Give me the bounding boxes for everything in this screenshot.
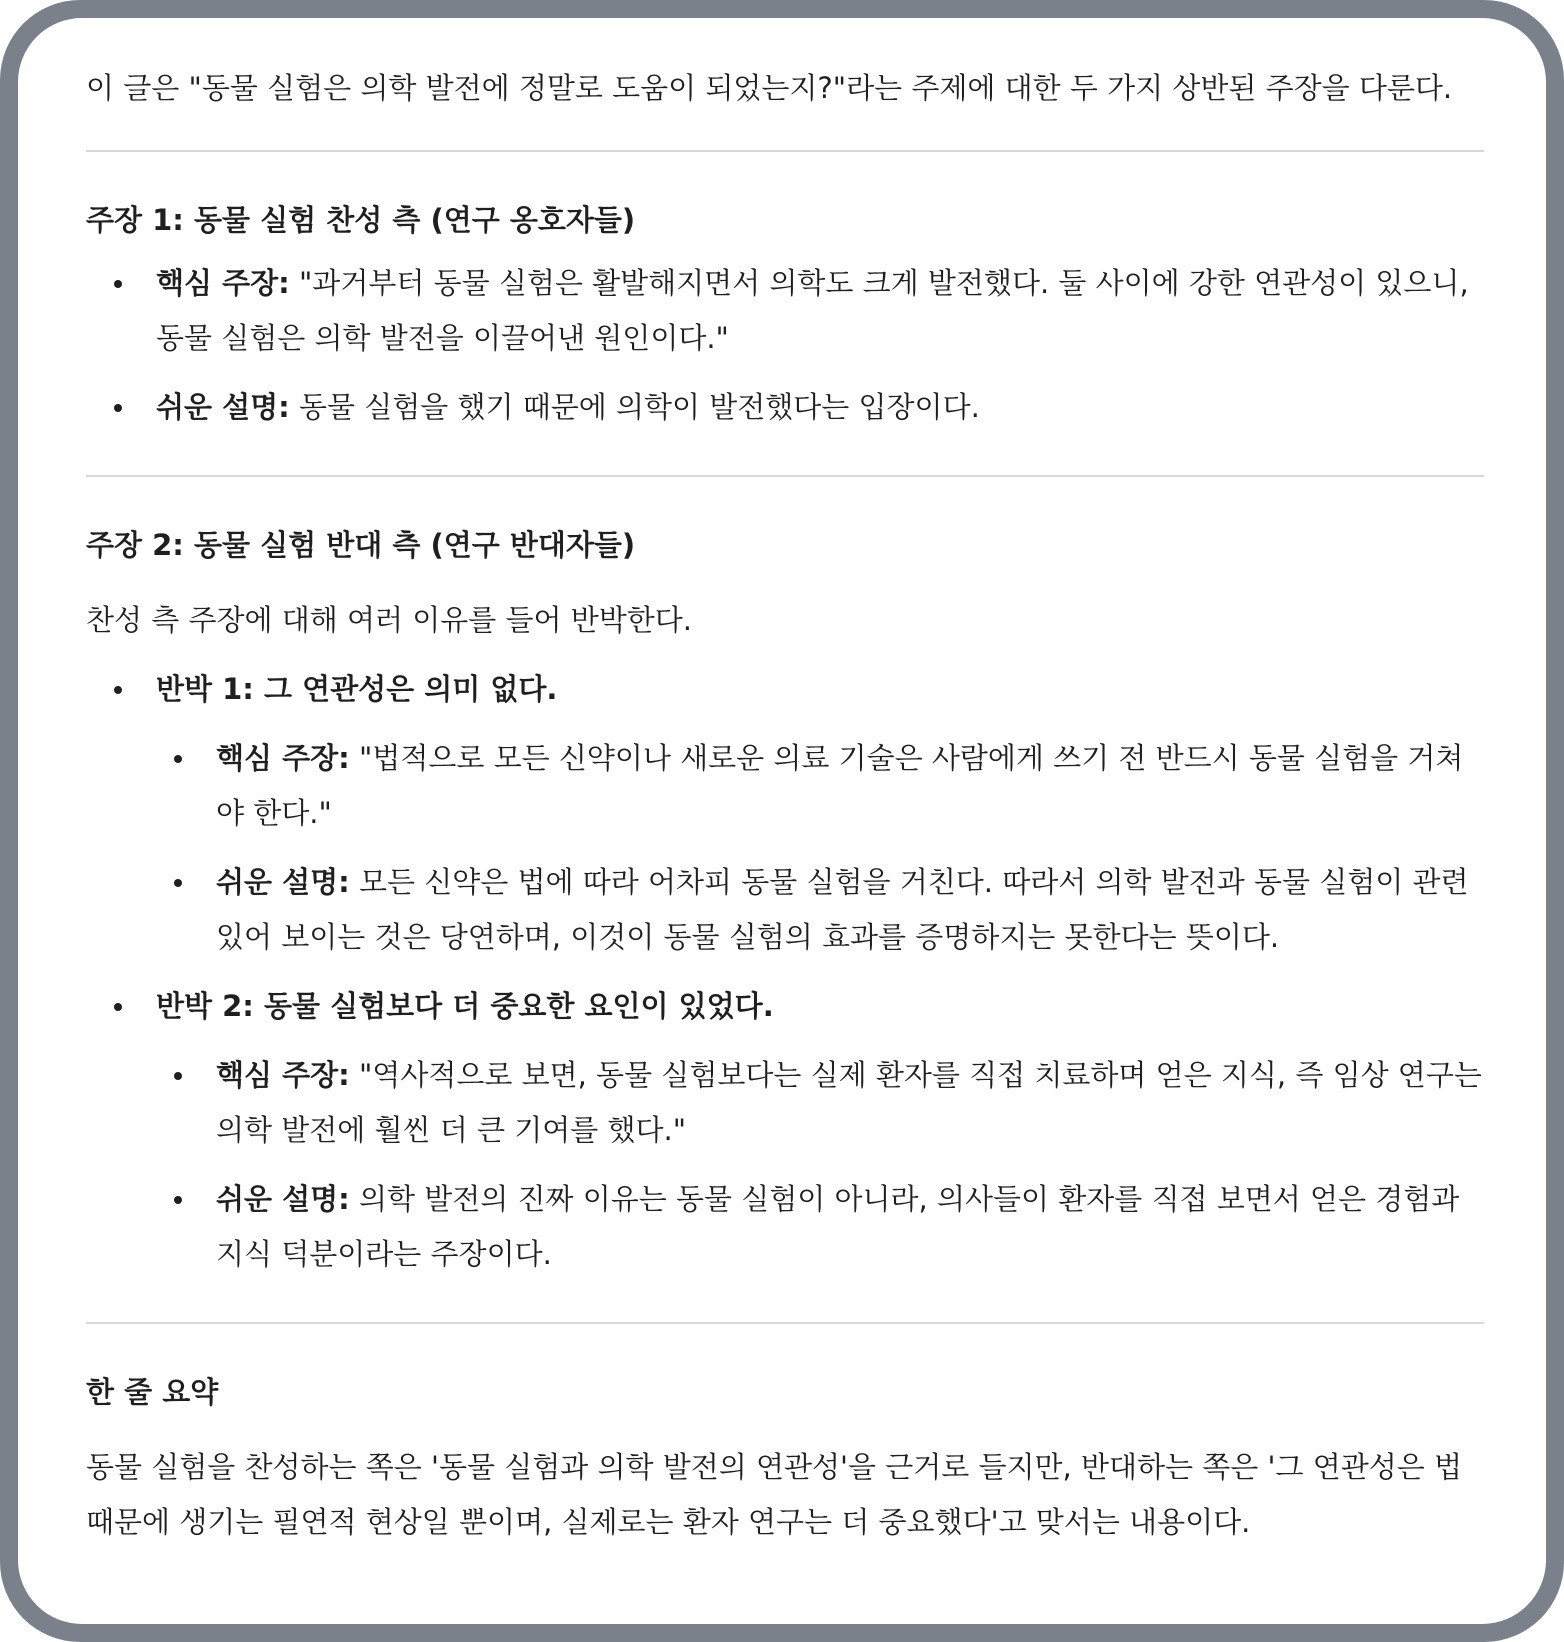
- divider: [86, 150, 1484, 152]
- item-text: 의학 발전의 진짜 이유는 동물 실험이 아니라, 의사들이 환자를 직접 보면서 얻은 경험과 지식 덕분이라는 주장이다.: [216, 1182, 1460, 1271]
- list-item: [86, 1048, 1484, 1158]
- section2-list: [86, 662, 1484, 1282]
- list-item: [86, 731, 1484, 841]
- item-text: 모든 신약은 법에 따라 어차피 동물 실험을 거친다. 따라서 의학 발전과 동물 실험이 관련 있어 보이는 것은 당연하며, 이것이 동물 실험의 효과를 증명하지는 못한다는 뜻이다.: [216, 865, 1469, 954]
- item-label: 핵심 주장:: [216, 1058, 350, 1092]
- section2-title: 주장 2: 동물 실험 반대 측 (연구 반대자들): [86, 528, 636, 562]
- summary-text: 동물 실험을 찬성하는 쪽은 '동물 실험과 의학 발전의 연관성'을 근거로 들지만, 반대하는 쪽은 '그 연관성은 법 때문에 생기는 필연적 현상일 뿐이며, 실제로는 환자 연구는 더 중요했다'고 맞서는 내용이다.: [86, 1450, 1463, 1539]
- summary-title: 한 줄 요약: [86, 1375, 219, 1409]
- rebuttal-title: 반박 2: 동물 실험보다 더 중요한 요인이 있었다.: [86, 979, 1484, 1034]
- item-text: "법적으로 모든 신약이나 새로운 의료 기술은 사람에게 쓰기 전 반드시 동물 실험을 거쳐야 한다.": [216, 741, 1464, 830]
- section1-title: 주장 1: 동물 실험 찬성 측 (연구 옹호자들): [86, 203, 636, 237]
- intro-text: 이 글은 "동물 실험은 의학 발전에 정말로 도움이 되었는지?"라는 주제에 대한 두 가지 상반된 주장을 다룬다.: [86, 71, 1453, 105]
- rebuttal-title: 반박 1: 그 연관성은 의미 없다.: [86, 662, 1484, 717]
- divider: [86, 475, 1484, 477]
- item-label: 핵심 주장:: [216, 741, 350, 775]
- section2-intro: 찬성 측 주장에 대해 여러 이유를 들어 반박한다.: [86, 603, 693, 637]
- list-item: [86, 256, 1484, 366]
- document-card: [18, 18, 1546, 1624]
- item-text: "과거부터 동물 실험은 활발해지면서 의학도 크게 발전했다. 둘 사이에 강한 연관성이 있으니, 동물 실험은 의학 발전을 이끌어낸 원인이다.": [156, 266, 1469, 355]
- section1-list: [86, 256, 1484, 435]
- item-label: 쉬운 설명:: [156, 390, 290, 424]
- list-item: [86, 380, 1484, 435]
- list-item: [86, 855, 1484, 965]
- list-item: [86, 1172, 1484, 1282]
- item-label: 핵심 주장:: [156, 266, 290, 300]
- divider: [86, 1322, 1484, 1324]
- item-text: 동물 실험을 했기 때문에 의학이 발전했다는 입장이다.: [289, 390, 980, 424]
- item-text: "역사적으로 보면, 동물 실험보다는 실제 환자를 직접 치료하며 얻은 지식, 즉 임상 연구는 의학 발전에 훨씬 더 큰 기여를 했다.": [216, 1058, 1482, 1147]
- item-label: 쉬운 설명:: [216, 865, 350, 899]
- item-label: 쉬운 설명:: [216, 1182, 350, 1216]
